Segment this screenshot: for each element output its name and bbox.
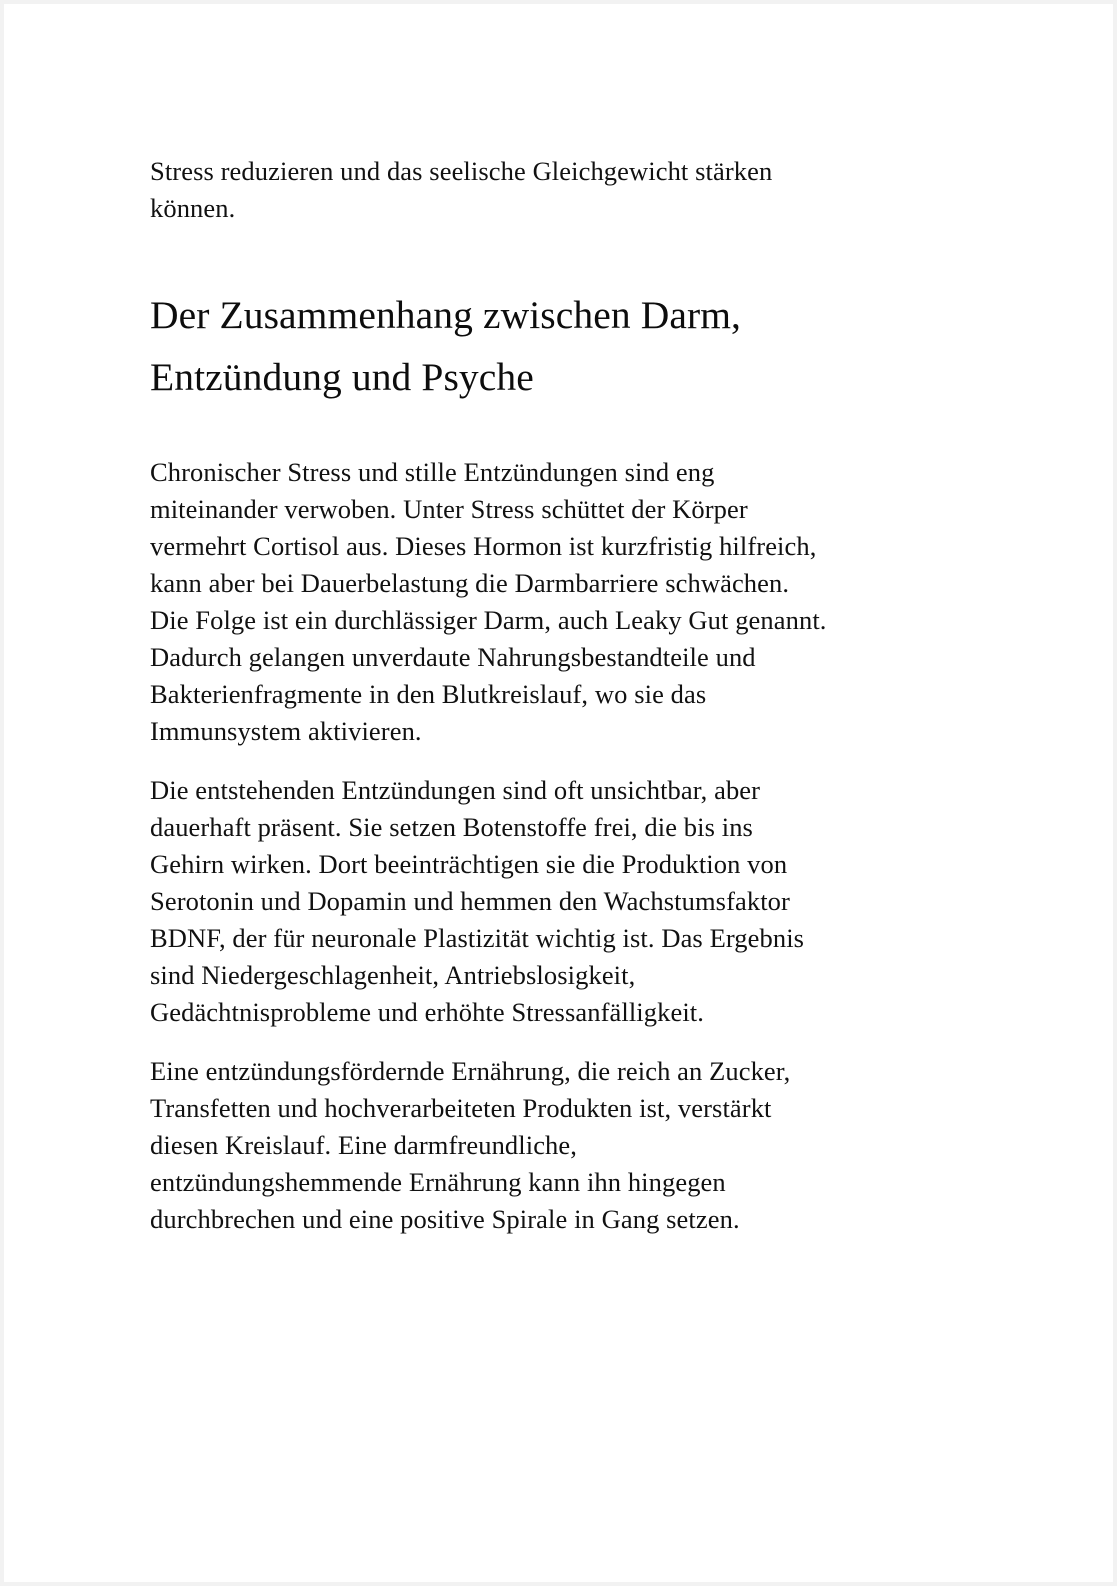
page-content [150,4,970,1238]
body-paragraph-2: Die entstehenden Entzündungen sind oft unsichtbar, aber dauerhaft präsent. Sie setzen Botenstoffe frei, die bis ins Gehirn wirken. Dort beeinträchtigen sie die Produktion von Serotonin und Dopamin und hemmen den Wachstumsfaktor BDNF, der für neuronale Plastizität wichtig ist. Das Ergebnis sind Niedergeschlagenheit, Antriebslosigkeit, Gedächtnisprobleme und erhöhte Stressanfälligkeit. [150,775,805,1027]
lead-paragraph: Stress reduzieren und das seelische Gleichgewicht stärken können. [150,156,773,223]
body-paragraph-1: Chronischer Stress und stille Entzündungen sind eng miteinander verwoben. Unter Stress schüttet der Körper vermehrt Cortisol aus. Dieses Hormon ist kurzfristig hilfreich, kann aber bei Dauerbelastung die Darmbarriere schwächen. Die Folge ist ein durchlässiger Darm, auch Leaky Gut genannt. Dadurch gelangen unverdaute Nahrungsbestandteile und Bakterienfragmente in den Blutkreislauf, wo sie das Immunsystem aktivieren. [150,457,827,746]
body-paragraph-3: Eine entzündungsfördernde Ernährung, die reich an Zucker, Transfetten und hochverarbeiteten Produkten ist, verstärkt diesen Kreislauf. Eine darmfreundliche, entzündungshemmende Ernährung kann ihn hingegen durchbrechen und eine positive Spirale in Gang setzen. [150,1056,791,1234]
section-heading: Der Zusammenhang zwischen Darm, Entzündung und Psyche [150,293,742,399]
document-page [4,4,1113,1582]
